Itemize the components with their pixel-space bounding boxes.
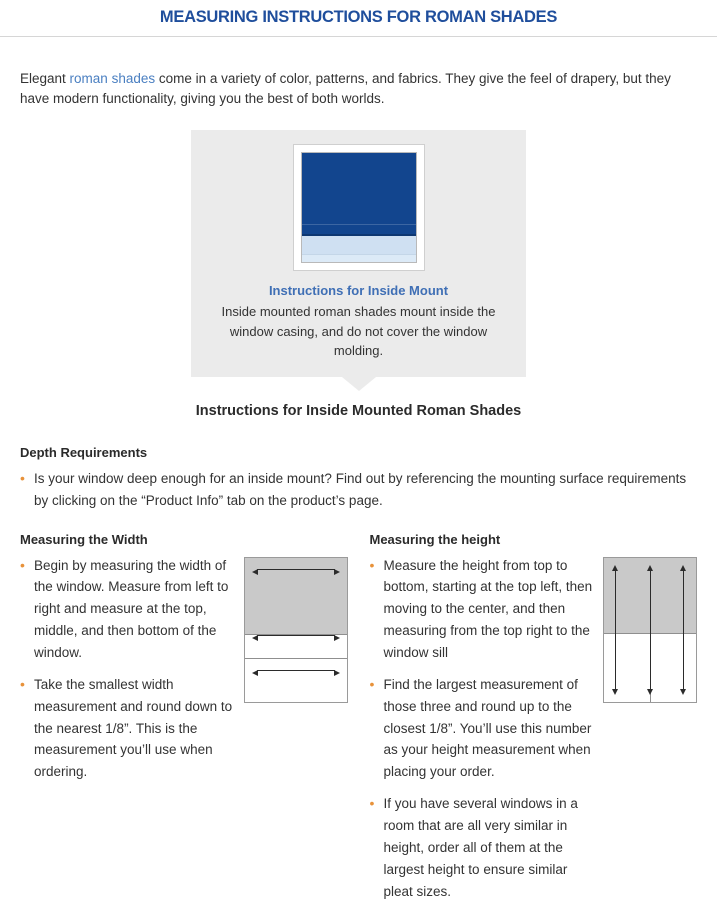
width-arrow-top-icon	[252, 566, 340, 573]
callout-pointer-arrow	[342, 377, 376, 391]
list-item: • Begin by measuring the width of the window. Measure from left to right and measure at the top, middle, and then bottom of the window.	[20, 555, 234, 664]
measuring-height-heading: Measuring the height	[369, 531, 501, 547]
width-arrow-bottom-icon	[252, 667, 340, 674]
page-header	[0, 0, 717, 37]
roman-shades-link[interactable]: roman shades	[69, 70, 156, 86]
width-measurement-diagram	[244, 557, 348, 703]
height-arrow-right-icon	[680, 565, 687, 695]
list-item: • Measure the height from top to bottom, starting at the top left, then moving to the center, and then measuring from the top right to the window sill	[370, 555, 594, 664]
measuring-columns	[0, 532, 717, 912]
callout-title: Instructions for Inside Mount	[268, 283, 449, 299]
list-item: • If you have several windows in a room that are all very similar in height, order all of them at the largest height to ensure similar pleat sizes.	[370, 793, 594, 902]
inside-mount-callout	[191, 130, 526, 377]
page-title: MEASURING INSTRUCTIONS FOR ROMAN SHADES	[159, 8, 558, 26]
depth-requirements-heading: Depth Requirements	[20, 444, 148, 460]
height-arrow-center-icon	[647, 565, 654, 695]
depth-requirements-list	[20, 468, 697, 512]
measuring-height-list	[370, 555, 594, 912]
section-title: Instructions for Inside Mounted Roman Shades	[195, 402, 522, 419]
measuring-width-heading: Measuring the Width	[20, 531, 148, 547]
measuring-width-list	[20, 555, 234, 794]
shade-fabric	[302, 153, 416, 236]
callout-wrapper	[0, 130, 717, 391]
intro-paragraph	[0, 51, 717, 111]
measuring-width-column	[20, 532, 348, 912]
measuring-height-column	[370, 532, 698, 912]
height-measurement-diagram	[603, 557, 697, 703]
window-opening	[301, 152, 417, 263]
intro-text-after: come in a variety of color, patterns, and fabrics. They give the feel of drapery, but they have modern functionality, giving you the best of both worlds.	[20, 70, 671, 107]
measuring-height-body	[370, 555, 698, 912]
inside-mount-shade-illustration	[293, 144, 425, 271]
list-item: • Find the largest measurement of those three and round up to the closest 1/8”. You’ll use this number as your height measurement when placing your order.	[370, 674, 594, 783]
window-sill	[302, 254, 416, 262]
diagram-middle-line	[245, 658, 347, 659]
list-item: • Is your window deep enough for an inside mount? Find out by referencing the mounting surface requirements by clicking on the “Product Info” tab on the product’s page.	[20, 468, 697, 512]
height-arrow-left-icon	[612, 565, 619, 695]
header-divider	[0, 36, 717, 37]
intro-text-before: Elegant	[20, 70, 70, 86]
measuring-width-body	[20, 555, 348, 794]
list-item: • Take the smallest width measurement and round down to the nearest 1/8”. This is the measurement you’ll use when ordering.	[20, 674, 234, 783]
callout-text: Inside mounted roman shades mount inside the window casing, and do not cover the window molding.	[221, 304, 496, 359]
depth-requirements-block	[0, 445, 717, 512]
width-arrow-middle-icon	[252, 632, 340, 639]
